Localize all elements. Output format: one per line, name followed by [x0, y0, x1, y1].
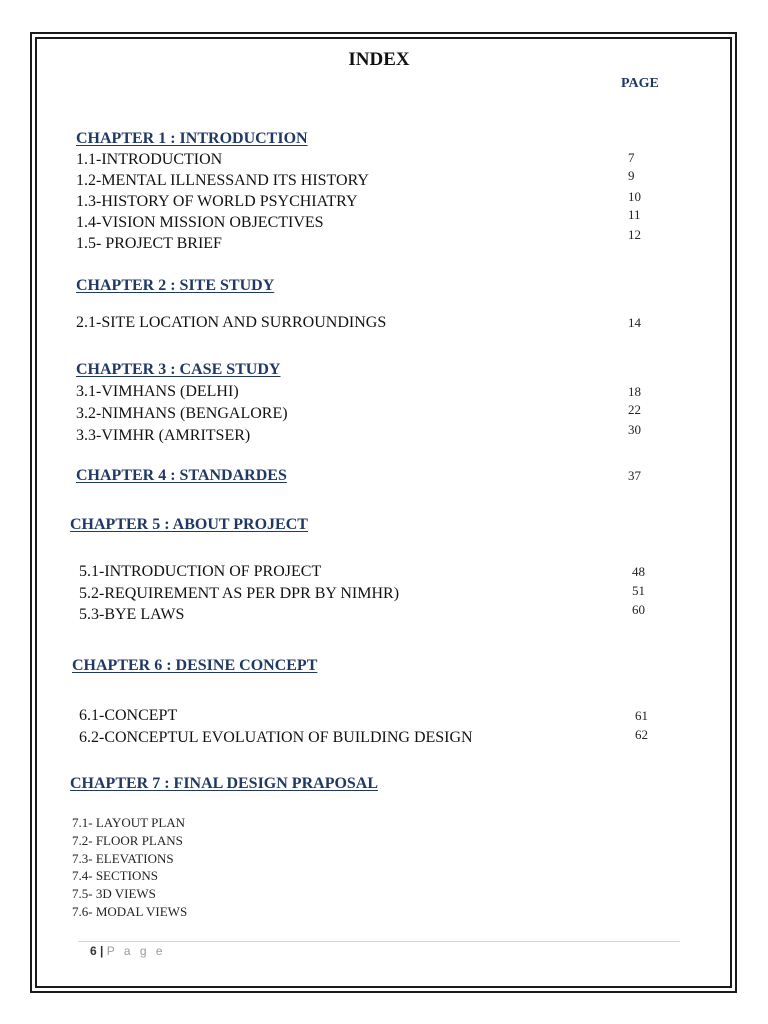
index-item: 6.1-CONCEPT	[79, 707, 178, 724]
index-item-page: 22	[628, 402, 641, 417]
index-item: 7.4- SECTIONS	[72, 868, 158, 883]
index-item: 7.5- 3D VIEWS	[72, 886, 156, 901]
index-item: 3.1-VIMHANS (DELHI)	[76, 383, 239, 400]
chapter-heading-4[interactable]: CHAPTER 4 : STANDARDES	[76, 467, 287, 484]
chapter-heading-7[interactable]: CHAPTER 7 : FINAL DESIGN PRAPOSAL	[70, 775, 379, 792]
chapter-heading-5[interactable]: CHAPTER 5 : ABOUT PROJECT	[70, 516, 308, 533]
page-footer	[90, 944, 166, 958]
chapter-heading-6[interactable]: CHAPTER 6 : DESINE CONCEPT	[72, 657, 318, 674]
index-item-page: 62	[635, 727, 648, 742]
index-item-page: 10	[628, 189, 641, 204]
index-item: 3.2-NIMHANS (BENGALORE)	[76, 405, 288, 422]
index-item-page: 12	[628, 227, 641, 242]
index-item-page: 51	[632, 583, 645, 598]
index-item: 5.2-REQUIREMENT AS PER DPR BY NIMHR)	[79, 585, 400, 602]
index-item: 7.6- MODAL VIEWS	[72, 904, 188, 919]
index-item-page: 11	[628, 207, 641, 222]
footer-page-number: 6	[90, 944, 97, 958]
page-column-header: PAGE	[621, 76, 659, 91]
index-item: 5.1-INTRODUCTION OF PROJECT	[79, 563, 322, 580]
index-item-page: 48	[632, 564, 645, 579]
chapter-heading-3[interactable]: CHAPTER 3 : CASE STUDY	[76, 361, 281, 378]
index-item: 1.5- PROJECT BRIEF	[76, 235, 222, 252]
chapter-page: 37	[628, 468, 641, 483]
index-item: 1.3-HISTORY OF WORLD PSYCHIATRY	[76, 193, 358, 210]
footer-rule	[78, 941, 680, 942]
index-item: 1.2-MENTAL ILLNESSAND ITS HISTORY	[76, 172, 369, 189]
index-item: 7.1- LAYOUT PLAN	[72, 815, 186, 830]
index-item-page: 9	[628, 168, 635, 183]
index-item: 6.2-CONCEPTUL EVOLUATION OF BUILDING DESIGN	[79, 729, 473, 746]
index-item: 1.4-VISION MISSION OBJECTIVES	[76, 214, 324, 231]
index-item-page: 60	[632, 602, 645, 617]
index-item-page: 18	[628, 384, 641, 399]
index-item: 1.1-INTRODUCTION	[76, 151, 223, 168]
index-item: 3.3-VIMHR (AMRITSER)	[76, 427, 251, 444]
footer-separator: |	[100, 944, 104, 958]
index-item-page: 14	[628, 315, 641, 330]
chapter-heading-2[interactable]: CHAPTER 2 : SITE STUDY	[76, 277, 275, 294]
chapter-heading-1[interactable]: CHAPTER 1 : INTRODUCTION	[76, 130, 308, 147]
index-item: 5.3-BYE LAWS	[79, 606, 185, 623]
page-title: INDEX	[348, 49, 410, 70]
index-item-page: 61	[635, 708, 648, 723]
footer-page-word: P a g e	[106, 944, 166, 958]
index-item: 2.1-SITE LOCATION AND SURROUNDINGS	[76, 314, 387, 331]
index-item: 7.2- FLOOR PLANS	[72, 833, 183, 848]
index-item-page: 30	[628, 422, 641, 437]
index-item-page: 7	[628, 150, 635, 165]
index-item: 7.3- ELEVATIONS	[72, 851, 174, 866]
